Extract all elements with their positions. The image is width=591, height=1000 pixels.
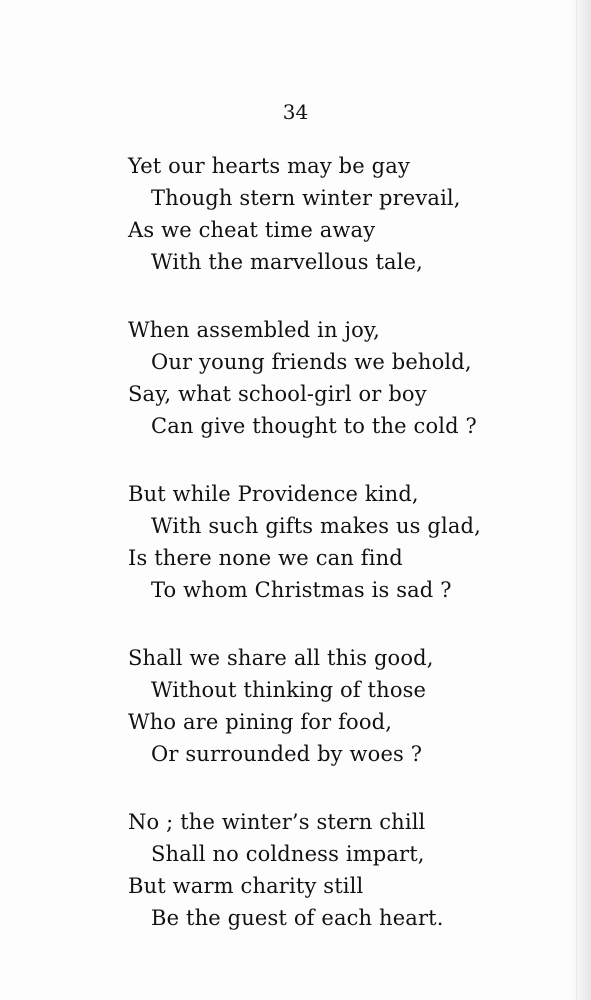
poem xyxy=(0,150,591,970)
poem-line: But warm charity still xyxy=(128,874,364,898)
poem-line: But while Providence kind, xyxy=(128,482,419,506)
stanza-2 xyxy=(0,314,591,442)
stanza-3 xyxy=(0,478,591,606)
poem-line: Or surrounded by woes ? xyxy=(151,742,423,766)
poem-line: Be the guest of each heart. xyxy=(151,906,444,930)
stanza-5 xyxy=(0,806,591,934)
poem-line: Who are pining for food, xyxy=(128,710,393,734)
poem-line: Shall we share all this good, xyxy=(128,646,434,670)
poem-line: With such gifts makes us glad, xyxy=(151,514,481,538)
poem-line: Without thinking of those xyxy=(151,678,427,702)
poem-line: To whom Christmas is sad ? xyxy=(151,578,452,602)
page-number: 34 xyxy=(282,100,309,124)
poem-line: Can give thought to the cold ? xyxy=(151,414,477,438)
poem-line: When assembled in joy, xyxy=(128,318,380,342)
poem-line: Say, what school-girl or boy xyxy=(128,382,427,406)
poem-line: Though stern winter prevail, xyxy=(151,186,461,210)
poem-line: With the marvellous tale, xyxy=(151,250,423,274)
poem-line: Shall no coldness impart, xyxy=(151,842,425,866)
poem-line: Yet our hearts may be gay xyxy=(128,154,410,178)
poem-line: No ; the winter’s stern chill xyxy=(128,810,426,834)
stanza-4 xyxy=(0,642,591,770)
stanza-1 xyxy=(0,150,591,278)
poem-line: As we cheat time away xyxy=(128,218,376,242)
poem-line: Our young friends we behold, xyxy=(151,350,472,374)
poem-line: Is there none we can find xyxy=(128,546,403,570)
